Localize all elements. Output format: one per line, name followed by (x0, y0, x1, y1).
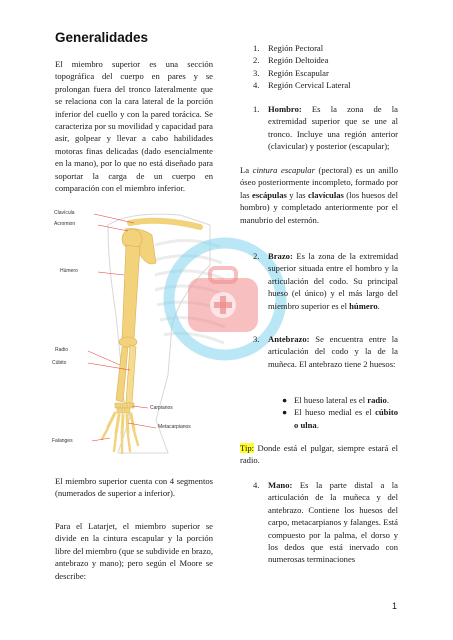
region-item: 3. Región Escapular (253, 67, 329, 78)
label-acromion: Acromion (54, 221, 76, 227)
list-item: ● El hueso medial es el cúbito o ulna. (282, 407, 398, 430)
region-item: 2. Región Deltoidea (253, 55, 329, 66)
label-carpianos: Carpianos (150, 405, 173, 411)
hombro-item: 1. Hombro: Es la zona de la extremidad superior que se une al tronco. Incluye una región anterior (clavicular) y posterior (escapular); (253, 104, 398, 152)
page-number: 1 (392, 601, 398, 611)
region-item: 1. Región Pectoral (253, 43, 324, 53)
label-humero: Húmero (60, 268, 78, 274)
brazo-item: 2. Brazo: Es la zona de la extremidad superior situada entre el hombro y la articulación del codo. Su principal hueso (el único) y el más largo del miembro superior es el húmero. (253, 251, 398, 311)
label-radio: Radio (55, 347, 69, 353)
tip-label: Tip: (240, 443, 255, 453)
antebrazo-item: 3. Antebrazo: Se encuentra entre la articulación del codo y la de la muñeca. El antebrazo tiene 2 huesos: (253, 334, 398, 369)
cintura-paragraph: La cintura escapular (pectoral) es un anillo óseo posteriormente incompleto, formado por las escápulas y las clavículas (los huesos del hombro) y completado anteriormente por el manubrio del esternón. (240, 165, 398, 225)
segments-paragraph: El miembro superior cuenta con 4 segmentos (numerados de superior a inferior). (55, 476, 213, 499)
label-falanges: Falanges (52, 438, 73, 444)
list-item: ● El hueso lateral es el radio. (282, 395, 389, 405)
latarjet-paragraph: Para el Latarjet, el miembro superior se divide en la cintura escapular y la porción libre del miembro (que se subdivide en brazo, antebrazo y mano); pero según el Moore se describe: (55, 521, 213, 581)
bones-list (240, 394, 398, 431)
page-title: Generalidades (55, 30, 149, 45)
label-metacarpianos: Metacarpianos (158, 424, 191, 430)
regions-list (240, 42, 398, 92)
mano-item: 4. Mano: Es la parte distal a la articulación de la muñeca y del antebrazo. Contiene los huesos del carpo, metacarpianos y falanges. Está compuesto por la palma, el dorso y los dedos que está inervado con numerosas terminaciones (253, 480, 398, 565)
label-cubito: Cúbito (52, 360, 67, 366)
label-clavicula: Clavícula (54, 210, 75, 216)
region-item: 4. Región Cervical Lateral (253, 80, 351, 91)
tip-paragraph: Tip: Donde está el pulgar, siempre estará el radio. (240, 443, 398, 466)
intro-paragraph: El miembro superior es una sección topográfica del cuerpo en pares y se prolongan fuera del tronco lateralmente que se relaciona con la cara lateral de la porción inferior del cuello y con la pared torácica. Se caracteriza por su movilidad y capacidad para asir, golpear y llevar a cabo habilidades motoras finas delicadas (dado esencialmente en la mano), por lo que no está diseñado para soportar la carga de un cuerpo en comparación con el miembro inferior. (55, 59, 213, 194)
